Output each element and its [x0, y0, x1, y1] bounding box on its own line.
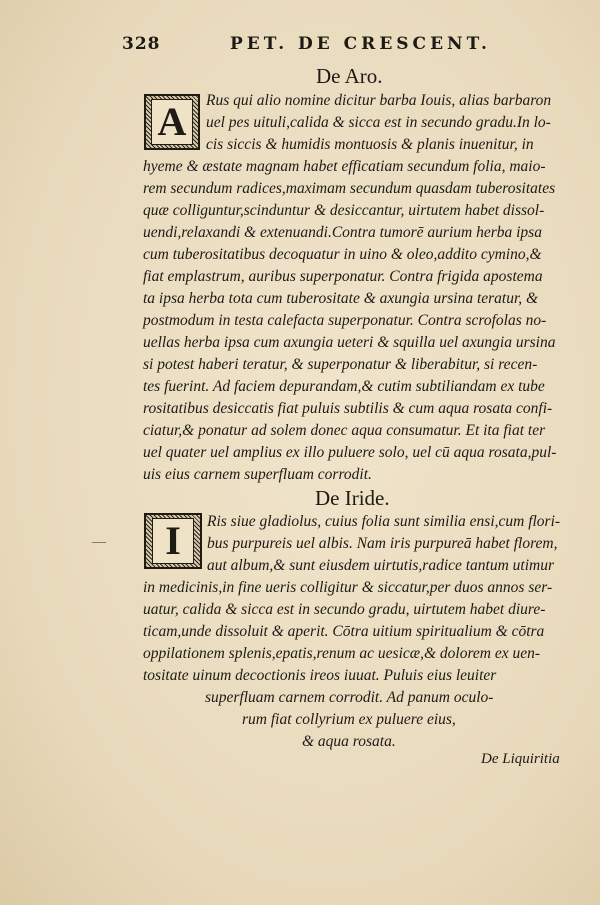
section-title-de-aro: De Aro.	[316, 64, 383, 88]
text-line: cum tuberositatibus decoquatur in uino & oleo,addito cymino,&	[143, 246, 542, 263]
text-line: tes fuerint. Ad faciem depurandam,& cutim subtiliandam ex tube	[143, 378, 545, 395]
text-line: postmodum in testa calefacta superponatur. Contra scrofolas no-	[143, 312, 547, 329]
text-line: hyeme & æstate magnam habet efficatiam secundum folia, maio-	[143, 158, 546, 175]
text-line: uatur, calida & sicca est in secundo gradu, uirtutem habet diure-	[143, 601, 546, 618]
text-line: quæ colliguntur,scinduntur & desiccantur, uirtutem habet dissol-	[143, 202, 545, 219]
margin-rule	[92, 542, 106, 543]
text-line: uellas herba ipsa cum axungia ueteri & squilla uel axungia ursina	[143, 334, 556, 351]
text-line: tositate uinum decoctionis ireos iuuat. Puluis eius leuiter	[143, 667, 497, 684]
text-line: superfluam carnem corrodit. Ad panum oculo-	[205, 689, 494, 706]
initial-letter: A	[151, 99, 193, 145]
catchword: De Liquiritia	[481, 751, 560, 767]
text-line: uis eius carnem superfluam corrodit.	[143, 466, 372, 483]
text-line: Rus qui alio nomine dicitur barba Iouis, alias barbaron	[206, 92, 552, 109]
text-line: ticam,unde dissoluit & aperit. Cōtra uitium spiritualium & cōtra	[143, 623, 545, 640]
text-line: aut album,& sunt eiusdem uirtutis,radice tantum utimur	[207, 557, 555, 574]
text-line: ta ipsa herba tota cum tuberositate & axungia ursina teratur, &	[143, 290, 539, 307]
decorated-initial-i	[144, 513, 202, 569]
text-line: Ris siue gladiolus, cuius folia sunt similia ensi,cum flori-	[207, 513, 561, 530]
text-line: rositatibus desiccatis fiat puluis subtilis & cum aqua rosata confi-	[143, 400, 553, 417]
page-header	[122, 34, 542, 56]
text-line: rum fiat collyrium ex puluere eius,	[242, 711, 456, 728]
initial-letter: I	[152, 518, 194, 564]
text-line: rem secundum radices,maximam secundum quasdam tuberositates	[143, 180, 556, 197]
text-line: & aqua rosata.	[302, 733, 396, 750]
text-line: fiat emplastrum, auribus superponatur. Contra frigida apostema	[143, 268, 543, 285]
section-title-de-iride: De Iride.	[315, 486, 390, 510]
text-line: oppilationem splenis,epatis,renum ac uesicæ,& dolorem ex uen-	[143, 645, 541, 662]
folio-number: 328	[122, 34, 161, 54]
text-line: in medicinis,in fine ueris colligitur & siccatur,per duos annos ser-	[143, 579, 553, 596]
text-line: bus purpureis uel albis. Nam iris purpureā habet florem,	[207, 535, 558, 552]
text-line: uendi,relaxandi & extenuandi.Contra tumorē aurium herba ipsa	[143, 224, 542, 241]
text-line: uel pes uituli,calida & sicca est in secundo gradu.In lo-	[206, 114, 551, 131]
text-line: uel quater uel amplius ex illo puluere solo, uel cū aqua rosata,pul-	[143, 444, 557, 461]
decorated-initial-a	[144, 94, 200, 150]
running-head: PET. DE CRESCENT.	[230, 34, 491, 54]
text-line: si potest haberi teratur, & superponatur & liberabitur, si recen-	[143, 356, 538, 373]
text-line: cis siccis & humidis montuosis & planis inuenitur, in	[206, 136, 534, 153]
text-line: ciatur,& ponatur ad solem donec aqua consumatur. Et ita fiat ter	[143, 422, 546, 439]
